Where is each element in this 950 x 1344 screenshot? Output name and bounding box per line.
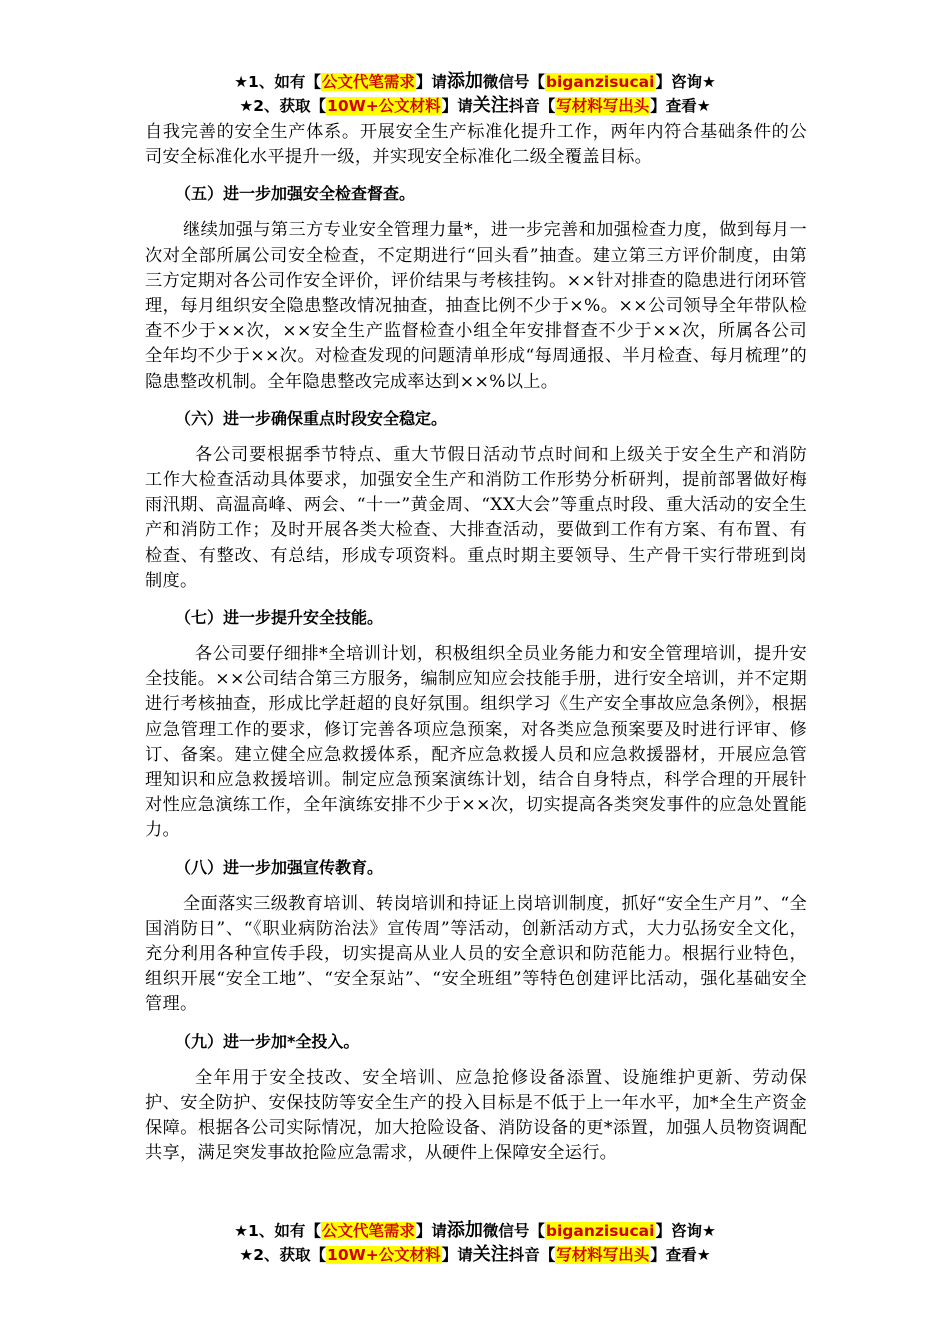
promo-text: 】请 <box>441 1246 473 1264</box>
section-body-6: 各公司要根据季节特点、重大节假日活动节点时间和上级关于安全生产和消防工作大检查活动具体要求，加强安全生产和消防工作形势分析研判，提前部署做好梅雨汛期、高温高峰、两会、“十一”黄金周、“XX大会”等重点时段、重大活动的安全生产和消防工作；及时开展各类大检查、大排查活动，要做到工作有方案、有布置、有检查、有整改、有总结，形成专项资料。重点时期主要领导、生产骨干实行带班到岗制度。 <box>145 444 807 591</box>
promo-text: ★2、获取【 <box>239 97 327 115</box>
section-heading-5: （五）进一步加强安全检查督查。 <box>175 184 416 204</box>
promo-line-1 <box>0 1219 950 1243</box>
promo-text: ★2、获取【 <box>239 1246 327 1264</box>
promo-highlight: 10W+公文材料 <box>327 97 441 115</box>
promo-highlight: 10W+公文材料 <box>327 1246 441 1264</box>
promo-highlight: biganzisucai <box>545 1222 655 1240</box>
promo-text: 】查看★ <box>650 1246 711 1264</box>
section-heading-9: （九）进一步加*全投入。 <box>175 1031 360 1051</box>
promo-highlight: 公文代笔需求 <box>321 1222 415 1240</box>
header-promo-banner <box>0 70 950 118</box>
section-heading-7: （七）进一步提升安全技能。 <box>175 608 384 628</box>
promo-text: 抖音【 <box>508 97 556 115</box>
promo-text: 抖音【 <box>508 1246 556 1264</box>
section-body-7: 各公司要仔细排*全培训计划，积极组织全员业务能力和安全管理培训，提升安全技能。××公司结合第三方服务，编制应知应会技能手册，进行安全培训，并不定期进行考核抽查，形成比学赶超的良好氛围。组织学习《生产安全事故应急条例》，根据应急管理工作的要求，修订完善各项应急预案，对各类应急预案要及时进行评审、修订、备案。建立健全应急救援体系，配齐应急救援人员和应急救援器材，开展应急管理知识和应急救援培训。制定应急预案演练计划，结合自身特点，科学合理的开展针对性应急演练工作，全年演练安排不少于××次，切实提高各类突发事件的应急处置能力。 <box>145 644 807 841</box>
section-body-5: 继续加强与第三方专业安全管理力量*，进一步完善和加强检查力度，做到每月一次对全部所属公司安全检查，不定期进行“回头看”抽查。建立第三方评价制度，由第三方定期对各公司作安全评价，评价结果与考核挂钩。××针对排查的隐患进行闭环管理，每月组织安全隐患整改情况抽查，抽查比例不少于×%。××公司领导全年带队检查不少于××次，××安全生产监督检查小组全年安排督查不少于××次，所属各公司全年均不少于××次。对检查发现的问题清单形成“每周通报、半月检查、每月梳理”的隐患整改机制。全年隐患整改完成率达到××%以上。 <box>145 220 807 392</box>
promo-emphasis: 关注 <box>472 1244 509 1265</box>
promo-text: 】咨询★ <box>655 73 716 91</box>
promo-text: 】请 <box>415 73 447 91</box>
section-body-9: 全年用于安全技改、安全培训、应急抢修设备添置、设施维护更新、劳动保护、安全防护、安保技防等安全生产的投入目标是不低于上一年水平，加*全生产资金保障。根据各公司实际情况，加大抢险设备、消防设备的更*添置，加强人员物资调配共享，满足突发事故抢险应急需求，从硬件上保障安全运行。 <box>145 1067 807 1164</box>
promo-text: 微信号【 <box>482 1222 545 1240</box>
promo-line-1 <box>0 70 950 94</box>
promo-highlight: biganzisucai <box>545 73 655 91</box>
promo-text: 】请 <box>415 1222 447 1240</box>
promo-line-2 <box>0 1243 950 1267</box>
promo-emphasis: 添加 <box>446 71 483 92</box>
promo-text: ★1、如有【 <box>234 73 321 91</box>
section-body-8: 全面落实三级教育培训、转岗培训和持证上岗培训制度，抓好“安全生产月”、“全国消防日”、“《职业病防治法》宣传周”等活动，创新活动方式，大力弘扬安全文化，充分利用各种宣传手段，切实提高从业人员的安全意识和防范能力。根据行业特色，组织开展“安全工地”、“安全泵站”、“安全班组”等特色创建评比活动，强化基础安全管理。 <box>145 893 807 1015</box>
promo-text: 微信号【 <box>482 73 545 91</box>
promo-text: 】请 <box>441 97 473 115</box>
document-body <box>145 120 807 1167</box>
promo-emphasis: 添加 <box>446 1220 483 1241</box>
promo-highlight: 写材料写出头 <box>556 1246 650 1264</box>
section-heading-8: （八）进一步加强宣传教育。 <box>175 857 384 877</box>
promo-emphasis: 关注 <box>472 95 509 116</box>
promo-text: 】查看★ <box>650 97 711 115</box>
promo-highlight: 写材料写出头 <box>556 97 650 115</box>
promo-line-2 <box>0 94 950 118</box>
footer-promo-banner <box>0 1219 950 1267</box>
intro-paragraph: 自我完善的安全生产体系。开展安全生产标准化提升工作，两年内符合基础条件的公司安全标准化水平提升一级，并实现安全标准化二级全覆盖目标。 <box>145 122 807 168</box>
promo-highlight: 公文代笔需求 <box>321 73 415 91</box>
promo-text: ★1、如有【 <box>234 1222 321 1240</box>
section-heading-6: （六）进一步确保重点时段安全稳定。 <box>175 408 448 428</box>
promo-text: 】咨询★ <box>655 1222 716 1240</box>
